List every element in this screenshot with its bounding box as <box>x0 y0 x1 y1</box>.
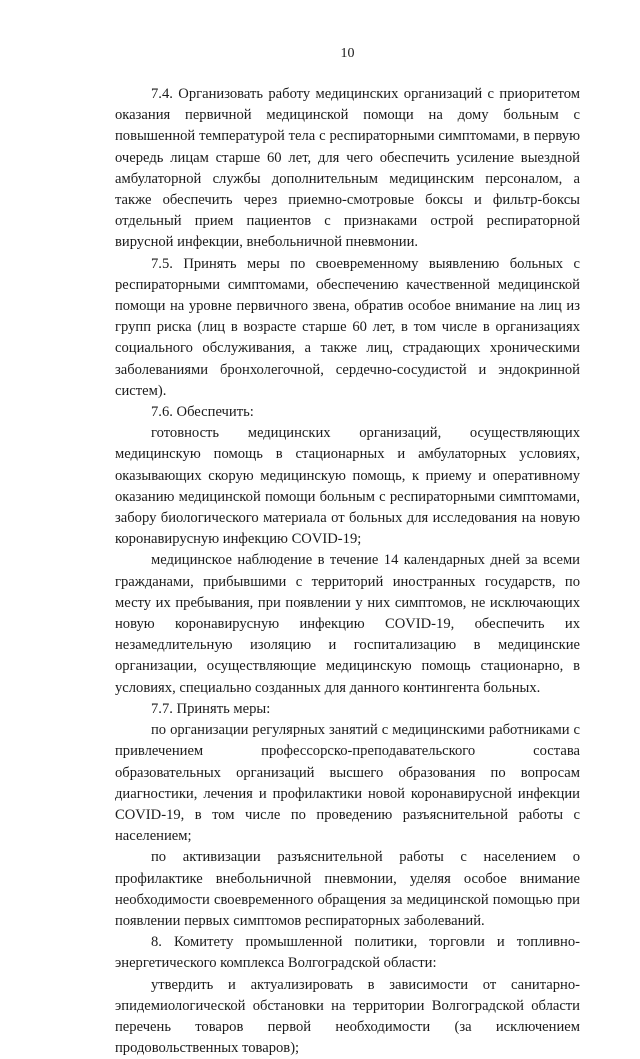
paragraph-7-6-readiness: готовность медицинских организаций, осуществляющих медицинскую помощь в стационарных и амбулаторных условиях, оказывающих скорую медицинскую помощь, к приему и оперативному оказанию медицинской помощи больным с респираторными симптомами, забору биологического материала от больных для исследования на новую коронавирусную инфекцию COVID-19; <box>115 425 580 548</box>
paragraph-7-5: 7.5. Принять меры по своевременному выявлению больных с респираторными симптомами, обеспечению качественной медицинской помощи на уровне первичного звена, обратив особое внимание на лиц из групп риска (лиц в возрасте старше 60 лет, в том числе в организациях социального обслуживания, а также лиц, страдающих хроническими заболеваниями бронхолегочной, сердечно-сосудистой и эндокринной систем). <box>115 255 580 399</box>
paragraph-7-4: 7.4. Организовать работу медицинских организаций с приоритетом оказания первичной медицинской помощи на дому больным с повышенной температурой тела с респираторными симптомами, в первую очередь лицам старше 60 лет, для чего обеспечить усиление выездной амбулаторной службы дополнительным медицинским персоналом, а также обеспечить через приемно-смотровые боксы и фильтр-боксы отдельный прием пациентов с признаками острой респираторной вирусной инфекции, внебольничной пневмонии. <box>115 86 580 251</box>
page-number: 10 <box>340 46 355 61</box>
document-body <box>115 84 580 1059</box>
paragraph-7-6-heading: 7.6. Обеспечить: <box>151 404 254 421</box>
paragraph-7-7-training: по организации регулярных занятий с медицинскими работниками с привлечением профессорско-преподавательского состава образовательных организаций высшего образования по вопросам диагностики, лечения и профилактики новой коронавирусной инфекции COVID-19, в том числе по проведению разъяснительной работы с населением; <box>115 722 580 845</box>
paragraph-8: 8. Комитету промышленной политики, торговли и топливно-энергетического комплекса Волгоградской области: <box>115 934 580 972</box>
paragraph-8-approve-list: утвердить и актуализировать в зависимости от санитарно-эпидемиологической обстановки на территории Волгоградской области перечень товаров первой необходимости (за исключением продовольственных товаров); <box>115 976 580 1057</box>
paragraph-7-7-heading: 7.7. Принять меры: <box>151 700 271 717</box>
paragraph-7-7-outreach: по активизации разъяснительной работы с населением о профилактике внебольничной пневмонии, уделяя особое внимание необходимости своевременного обращения за медицинской помощью при появлении первых симптомов респираторных заболеваний. <box>115 849 580 929</box>
paragraph-7-6-observation: медицинское наблюдение в течение 14 календарных дней за всеми гражданами, прибывшими с территорий иностранных государств, по месту их пребывания, при появлении у них симптомов, не исключающих новую коронавирусную инфекцию COVID-19, обеспечить их незамедлительную изоляцию и госпитализацию в медицинские организации, осуществляющие медицинскую помощь стационарно, в условиях, специально созданных для данного контингента больных. <box>115 552 580 696</box>
